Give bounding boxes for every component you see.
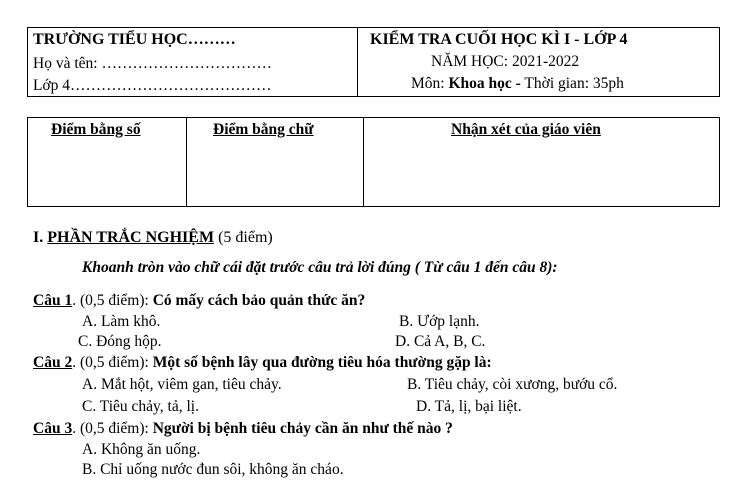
question-1-marks: . (0,5 điểm): (72, 292, 153, 309)
section-title: PHẦN TRẮC NGHIỆM (47, 229, 215, 246)
subject-line (411, 75, 624, 93)
score-number-header: Điểm bằng số (51, 121, 141, 138)
question-1-option-b[interactable]: B. Ướp lạnh. (399, 313, 480, 330)
question-2-option-b[interactable]: B. Tiêu chảy, còi xương, bướu cổ. (407, 376, 618, 393)
school-year: NĂM HỌC: 2021-2022 (431, 53, 580, 70)
question-2-option-a[interactable]: A. Mắt hột, viêm gan, tiêu chảy. (82, 376, 282, 393)
school-name: TRƯỜNG TIỂU HỌC……… (33, 31, 236, 48)
question-1-label: Câu 1 (33, 292, 73, 309)
section-points: (5 điểm) (214, 229, 273, 246)
question-2-option-d[interactable]: D. Tả, lị, bại liệt. (416, 398, 522, 415)
subject-name: Khoa học - (448, 75, 521, 92)
question-2-text: Một số bệnh lây qua đường tiêu hóa thường gặp là: (152, 354, 492, 371)
section-instruction: Khoanh tròn vào chữ cái đặt trước câu trả lời đúng ( Từ câu 1 đến câu 8): (82, 259, 558, 276)
question-3 (33, 420, 453, 438)
question-2 (33, 354, 492, 372)
teacher-comment-header: Nhận xét của giáo viên (451, 121, 601, 138)
question-3-option-b[interactable]: B. Chỉ uống nước đun sôi, không ăn cháo. (82, 461, 344, 478)
question-1-option-a[interactable]: A. Làm khô. (82, 313, 161, 330)
score-words-header: Điểm bằng chữ (213, 121, 314, 138)
section-number: I. (33, 229, 48, 246)
question-1-text: Có mấy cách bảo quản thức ăn? (152, 292, 366, 309)
exam-time: Thời gian: 35ph (520, 75, 624, 92)
question-3-marks: . (0,5 điểm): (72, 420, 153, 437)
question-2-label: Câu 2 (33, 354, 73, 371)
question-3-option-a[interactable]: A. Không ăn uống. (82, 441, 201, 458)
question-3-label: Câu 3 (33, 420, 73, 437)
question-2-marks: . (0,5 điểm): (72, 354, 153, 371)
question-2-option-c[interactable]: C. Tiêu chảy, tả, lị. (82, 398, 199, 415)
question-1-option-d[interactable]: D. Cả A, B, C. (395, 333, 486, 350)
subject-prefix: Môn: (411, 75, 449, 92)
question-1-option-c[interactable]: C. Đóng hộp. (78, 333, 162, 350)
student-name-field: Họ và tên: …………………………… (33, 55, 272, 72)
question-1 (33, 292, 365, 310)
section-heading (33, 229, 273, 247)
question-3-text: Người bị bệnh tiêu chảy cần ăn như thế nào ? (152, 420, 453, 437)
exam-title: KIỂM TRA CUỐI HỌC KÌ I - LỚP 4 (370, 31, 628, 48)
class-field: Lớp 4………………………………… (33, 77, 272, 94)
